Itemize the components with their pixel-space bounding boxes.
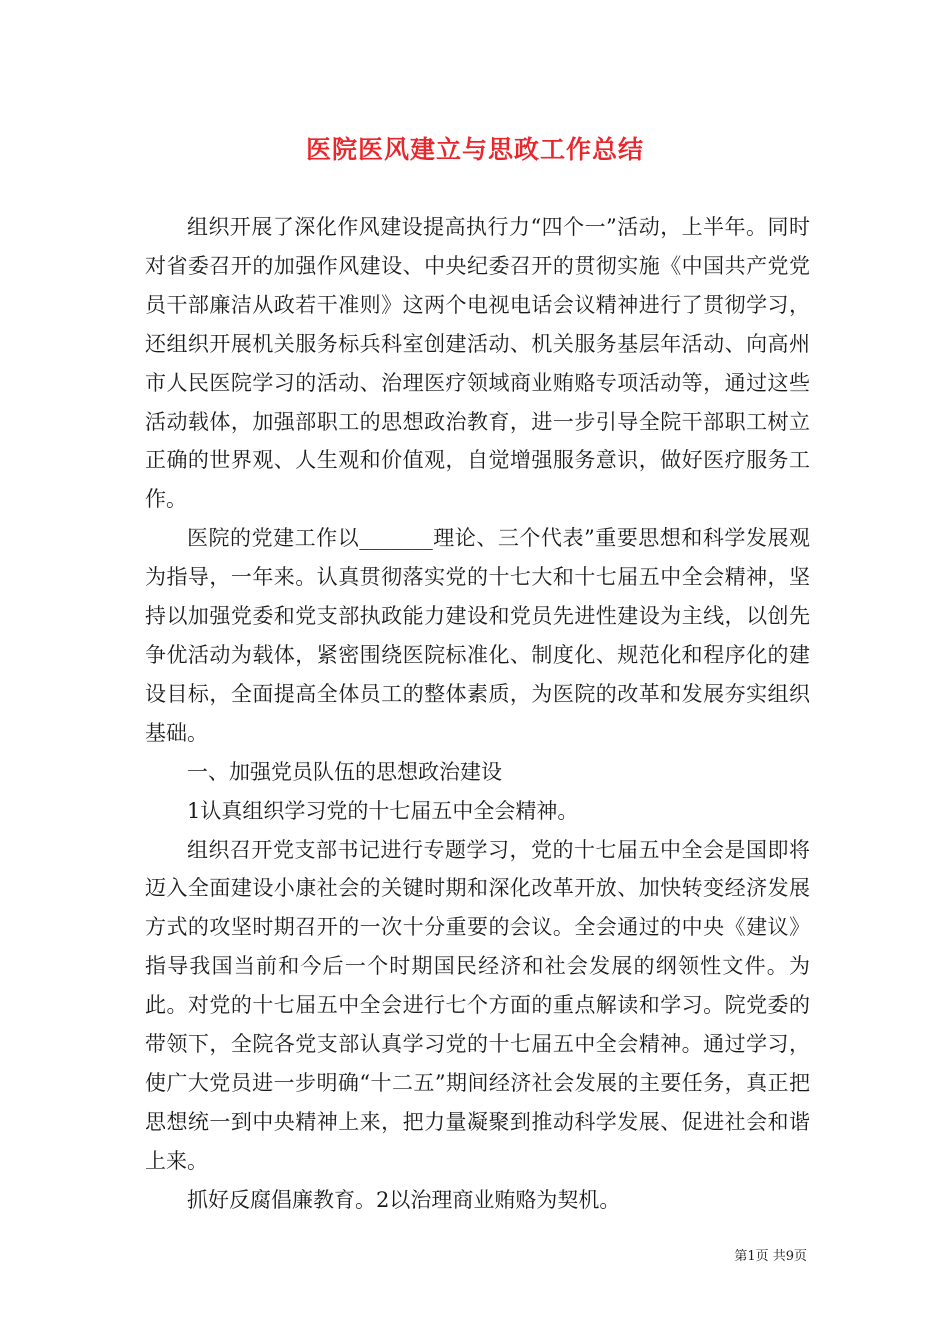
section-heading-1: 一、加强党员队伍的思想政治建设 — [187, 759, 502, 784]
paragraph-party-building: 医院的党建工作以_______理论、三个代表”重要思想和科学发展观为指导，一年来。认真贯彻落实党的十七大和十七届五中全会精神，坚持以加强党委和党支部执政能力建设和党员先进性建设为主线，以创先争优活动为载体，紧密围绕医院标准化、制度化、规范化和程序化的建设目标，全面提高全体员工的整体素质，为医院的改革和发展夯实组织基础。 — [145, 526, 810, 745]
page-number-footer: 第1页 共9页 — [734, 1249, 807, 1264]
subsection-heading-1: 1认真组织学习党的十七届五中全会精神。 — [187, 798, 579, 823]
paragraph-intro: 组织开展了深化作风建设提高执行力“四个一”活动，上半年。同时对省委召开的加强作风建设、中央纪委召开的贯彻实施《中国共产党党员干部廉洁从政若干准则》这两个电视电话会议精神进行了贯彻学习，还组织开展机关服务标兵科室创建活动、机关服务基层年活动、向高州市人民医院学习的活动、治理医疗领域商业贿赂专项活动等，通过这些活动载体，加强部职工的思想政治教育，进一步引导全院干部职工树立正确的世界观、人生观和价值观，自觉增强服务意识，做好医疗服务工作。 — [145, 215, 810, 512]
paragraph-anti-corruption: 抓好反腐倡廉教育。2以治理商业贿赂为契机。 — [187, 1187, 621, 1212]
document-title: 医院医风建立与思政工作总结 — [305, 135, 644, 164]
document-body — [145, 208, 810, 1220]
paragraph-study-session: 组织召开党支部书记进行专题学习，党的十七届五中全会是国即将迈入全面建设小康社会的关键时期和深化改革开放、加快转变经济发展方式的攻坚时期召开的一次十分重要的会议。全会通过的中央《建议》指导我国当前和今后一个时期国民经济和社会发展的纲领性文件。为此。对党的十七届五中全会进行七个方面的重点解读和学习。院党委的带领下，全院各党支部认真学习党的十七届五中全会精神。通过学习，使广大党员进一步明确“十二五”期间经济社会发展的主要任务，真正把思想统一到中央精神上来，把力量凝聚到推动科学发展、促进社会和谐上来。 — [145, 837, 810, 1173]
